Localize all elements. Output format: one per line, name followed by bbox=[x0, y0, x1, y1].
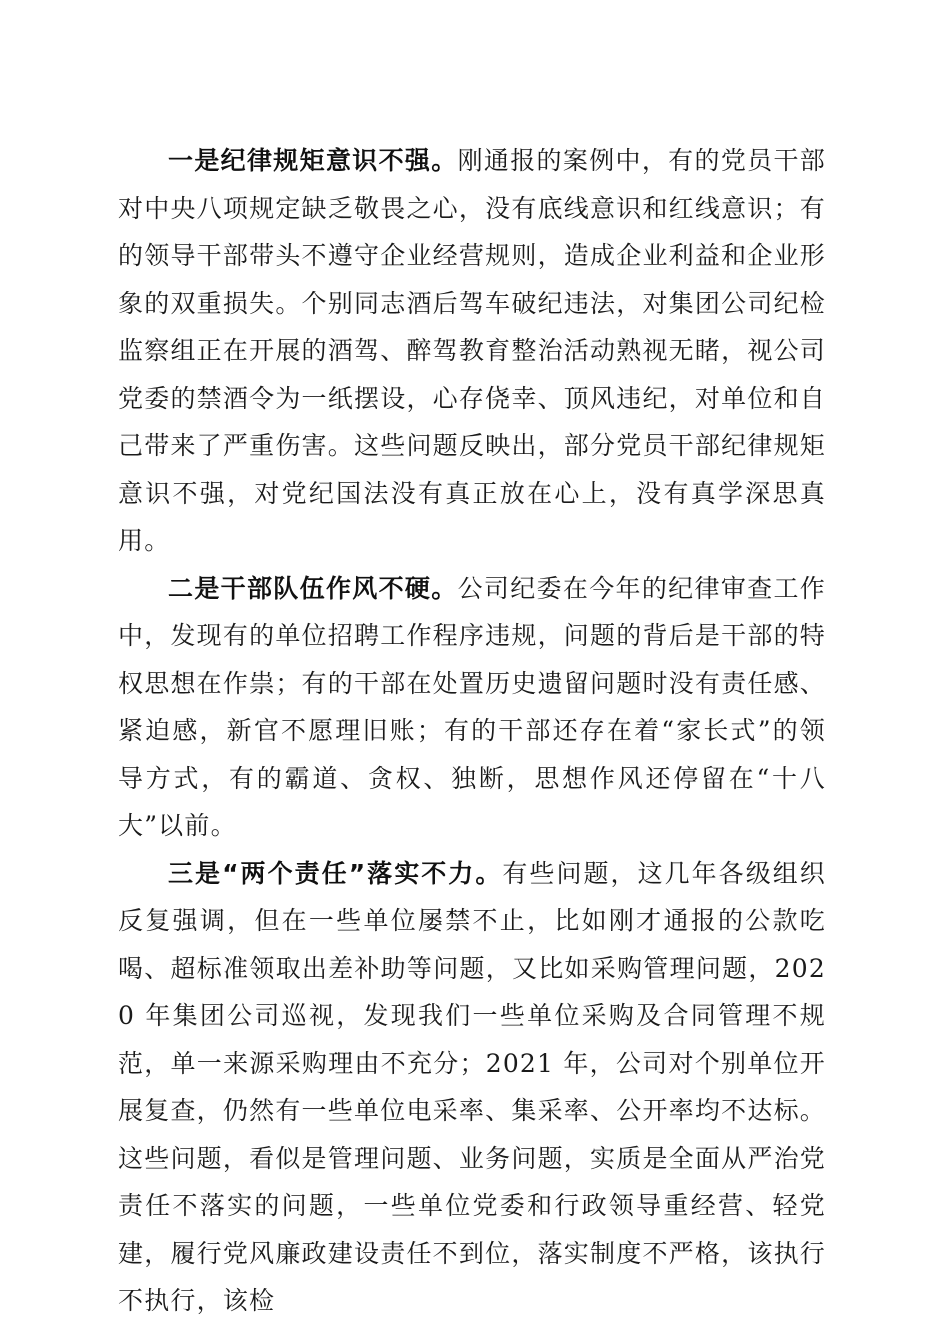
paragraph-heading: 三是“两个责任”落实不力。 bbox=[168, 858, 503, 888]
paragraph-work-style bbox=[118, 565, 826, 850]
paragraph-heading: 二是干部队伍作风不硬。 bbox=[168, 573, 458, 603]
document-body bbox=[118, 137, 826, 1325]
paragraph-text: 刚通报的案例中，有的党员干部对中央八项规定缺乏敬畏之心，没有底线意识和红线意识；有的领导干部带头不遵守企业经营规则，造成企业利益和企业形象的双重损失。个别同志酒后驾车破纪违法，对集团公司纪检监察组正在开展的酒驾、醉驾教育整治活动熟视无睹，视公司党委的禁酒令为一纸摆设，心存侥幸、顶风违纪，对单位和自己带来了严重伤害。这些问题反映出，部分党员干部纪律规矩意识不强，对党纪国法没有真正放在心上，没有真学深思真用。 bbox=[118, 146, 826, 555]
paragraph-responsibility bbox=[118, 850, 826, 1325]
paragraph-text: 公司纪委在今年的纪律审查工作中，发现有的单位招聘工作程序违规，问题的背后是干部的特权思想在作祟；有的干部在处置历史遗留问题时没有责任感、紧迫感，新官不愿理旧账；有的干部还存在着“家长式”的领导方式，有的霸道、贪权、独断，思想作风还停留在“十八大”以前。 bbox=[118, 573, 826, 840]
paragraph-text: 有些问题，这几年各级组织反复强调，但在一些单位屡禁不止，比如刚才通报的公款吃喝、超标准领取出差补助等问题，又比如采购管理问题，2020 年集团公司巡视，发现我们一些单位采购及合同管理不规范，单一来源采购理由不充分；2021 年，公司对个别单位开展复查，仍然有一些单位电采率、集采率、公开率均不达标。这些问题，看似是管理问题、业务问题，实质是全面从严治党责任不落实的问题，一些单位党委和行政领导重经营、轻党建，履行党风廉政建设责任不到位，落实制度不严格，该执行不执行，该检 bbox=[118, 858, 827, 1315]
paragraph-heading: 一是纪律规矩意识不强。 bbox=[168, 146, 458, 175]
paragraph-discipline bbox=[118, 137, 826, 565]
